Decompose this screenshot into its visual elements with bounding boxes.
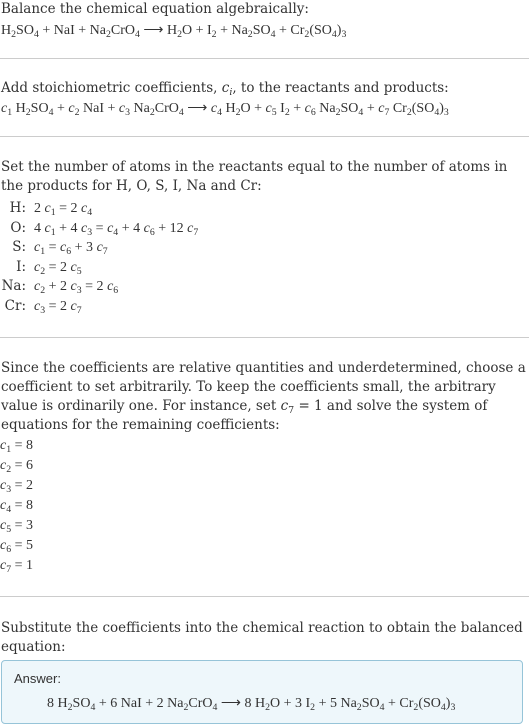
balanced-equation: 8 $H_2SO_4 + 6$ NaI + 2 $Na_2CrO_4$ ⟶ 8 $H_2O + 3$ $I_2 + 5$ $Na_2SO_4 + Cr_2(SO_4)_3$ — [47, 696, 456, 713]
solution-value: 8 — [26, 498, 34, 513]
element-label: I: — [16, 258, 26, 275]
solution-list — [0, 437, 33, 577]
atom-equation-row — [0, 258, 198, 278]
solution-row: $c_5 = 3$ — [0, 518, 34, 535]
atom-equation: $c_3 = 2$ $c_7$ — [34, 298, 82, 316]
divider — [0, 58, 529, 59]
answer-box — [1, 660, 523, 724]
solution-value: 1 — [26, 558, 34, 573]
atom-equation-row — [0, 297, 198, 317]
solution-row: $c_4 = 8$ — [0, 498, 34, 515]
atom-equation: $c_2 = 2$ $c_5$ — [34, 259, 82, 277]
arbitrary-text: Since the coefficients are relative quantities and underdetermined, choose a coefficient to set arbitrarily. To keep the coefficients small, the arbitrary value is ordinarily one. For instance, set $c_7 = 1$ and solve the system of equations for the remaining coefficients: — [1, 360, 526, 433]
atom-equation-system — [0, 199, 198, 316]
unbalanced-equation: $H_2SO_4$ + NaI + $Na_2CrO_4$ ⟶ $H_2O + I_2 + Na_2SO_4 + Cr_2(SO_4)_3$ — [1, 23, 347, 40]
atoms-heading: Set the number of atoms in the reactants equal to the number of atoms in the products for H, O, S, I, Na and Cr: — [1, 159, 508, 194]
divider — [0, 337, 529, 338]
divider — [0, 136, 529, 137]
atom-equation: $c_1 = c_6 + 3$ $c_7$ — [34, 240, 108, 257]
atom-equation-row — [0, 199, 198, 219]
solution-value: 8 — [26, 438, 34, 453]
balance-heading: Balance the chemical equation algebraically: — [1, 1, 309, 17]
solution-value: 3 — [26, 518, 34, 533]
solution-row: $c_2 = 6$ — [0, 458, 34, 475]
solution-value: 6 — [26, 458, 34, 473]
atom-equation: $c_2 + 2$ $c_3 = 2$ $c_6$ — [34, 279, 119, 296]
solution-row: $c_7 = 1$ — [0, 558, 34, 575]
coefficients-heading: Add stoichiometric coefficients, $c_i$, to the reactants and products: — [1, 80, 449, 98]
atom-equation: 2 $c_1 = 2$ $c_4$ — [34, 201, 93, 218]
solution-row: $c_3 = 2$ — [0, 478, 34, 495]
solution-row: $c_1 = 8$ — [0, 438, 34, 455]
atom-equation-row — [0, 238, 198, 258]
substitute-text: Substitute the coefficients into the chemical reaction to obtain the balanced equation: — [1, 620, 523, 655]
atom-equation-row — [0, 277, 198, 297]
divider — [0, 596, 529, 597]
coefficient-equation: $c_1$ $H_2SO_4 + c_2$ NaI + $c_3$ $Na_2CrO_4$ ⟶ $c_4$ $H_2O + c_5$ $I_2 + c_6$ $Na_2SO_4 + c_7$ $Cr_2(SO_4)_3$ — [1, 101, 449, 118]
element-label: S: — [12, 239, 26, 255]
element-label: O: — [10, 219, 26, 236]
solution-value: 2 — [26, 478, 34, 493]
element-label: Cr: — [4, 297, 26, 314]
element-label: Na: — [1, 278, 26, 294]
atom-equation: 4 $c_1 + 4$ $c_3 = c_4 + 4$ $c_6 + 12$ $c_7$ — [34, 220, 199, 238]
atom-equation-row — [0, 219, 198, 239]
element-label: H: — [9, 200, 26, 216]
solution-value: 5 — [26, 538, 34, 553]
answer-label: Answer: — [14, 671, 61, 686]
solution-row: $c_6 = 5$ — [0, 538, 34, 555]
